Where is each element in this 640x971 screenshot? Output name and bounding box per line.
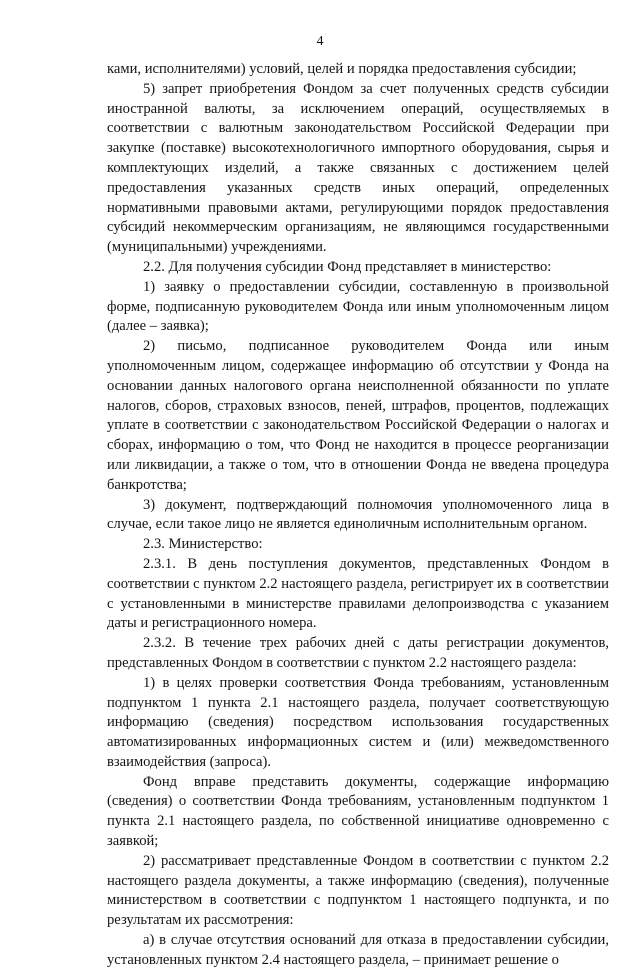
paragraph: 2.3.2. В течение трех рабочих дней с даты регистрации документов, представленных Фондом в соответствии с пунктом 2.2 настоящего раздела: xyxy=(107,635,609,671)
paragraph: 2) письмо, подписанное руководителем Фонда или иным уполномоченным лицом, содержащее информацию об отсутствии у Фонда на основании данных налогового органа неисполненной обязанности по уплате налогов, сборов, страховых взносов, пеней, штрафов, процентов, подлежащих уплате в соответствии с законодательством Российской Федерации о налогах и сборах, информацию о том, что Фонд не находится в процессе реорганизации или ликвидации, а также о том, что в отношении Фонда не введена процедура банкротства; xyxy=(107,338,609,493)
paragraph: ками, исполнителями) условий, целей и порядка предоставления субсидии; xyxy=(107,61,577,77)
paragraph: 1) заявку о предоставлении субсидии, составленную в произвольной форме, подписанную руководителем Фонда или иным уполномоченным лицом (далее – заявка); xyxy=(107,278,609,335)
paragraph: 2) рассматривает представленные Фондом в соответствии с пунктом 2.2 настоящего раздела документы, а также информацию (сведения), полученные министерством в соответствии с подпунктом 1 настоящего подпункта, и по результатам их рассмотрения: xyxy=(107,852,609,929)
paragraph: а) в случае отсутствия оснований для отказа в предоставлении субсидии, установленных пунктом 2.4 настоящего раздела, – принимает решение о xyxy=(107,932,609,968)
paragraph: 1) в целях проверки соответствия Фонда требованиям, установленным подпунктом 1 пункта 2.1 настоящего раздела, получает соответствующую информацию (сведения) посредством использования государственных автоматизированных информационных систем и (или) межведомственного взаимодействия (запроса). xyxy=(107,674,609,770)
paragraph: 5) запрет приобретения Фондом за счет полученных средств субсидии иностранной валюты, за исключением операций, осуществляемых в соответствии с валютным законодательством Российской Федерации при закупке (поставке) высокотехнологичного импортного оборудования, сырья и комплектующих изделий, а также связанных с достижением целей предоставления указанных средств иных операций, определенных нормативными правовыми актами, регулирующими порядок предоставления субсидий некоммерческим организациям, не являющимся государственными (муниципальными) учреждениями. xyxy=(107,80,609,256)
document-body xyxy=(107,60,609,971)
paragraph: Фонд вправе представить документы, содержащие информацию (сведения) о соответствии Фонда требованиям, установленным подпунктом 1 пункта 2.1 настоящего раздела, по собственной инициативе одновременно с заявкой; xyxy=(107,773,609,850)
paragraph: 2.2. Для получения субсидии Фонд представляет в министерство: xyxy=(143,258,552,275)
paragraph: 3) документ, подтверждающий полномочия уполномоченного лица в случае, если такое лицо не является единоличным исполнительным органом. xyxy=(107,496,609,533)
page-number: 4 xyxy=(316,34,324,49)
paragraph: 2.3. Министерство: xyxy=(143,536,263,553)
paragraph: 2.3.1. В день поступления документов, представленных Фондом в соответствии с пунктом 2.2 настоящего раздела, регистрирует их в соответствии с установленными в министерстве правилами делопроизводства с указанием даты и регистрационного номера. xyxy=(107,555,609,632)
